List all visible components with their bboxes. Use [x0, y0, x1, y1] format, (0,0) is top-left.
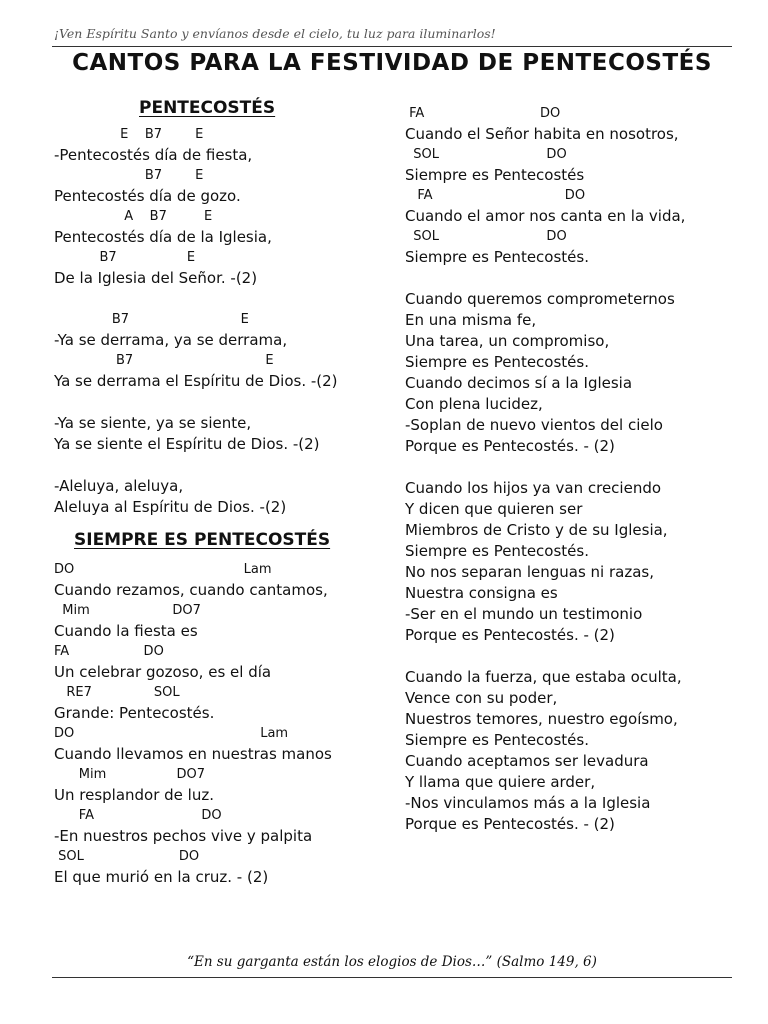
lyric-line: Siempre es Pentecostés. — [405, 248, 589, 266]
lyric-line: Siempre es Pentecostés. — [405, 542, 589, 560]
lyric-line: Ya se derrama el Espíritu de Dios. -(2) — [54, 372, 338, 390]
lyric-line: Aleluya al Espíritu de Dios. -(2) — [54, 498, 287, 516]
lyric-line: -Ya se derrama, ya se derrama, — [54, 331, 288, 349]
lyric-line: Miembros de Cristo y de su Iglesia, — [405, 521, 668, 539]
stanza-gap — [54, 392, 394, 413]
lyric-line: Siempre es Pentecostés. — [405, 353, 589, 371]
chord-line: FA DO — [405, 106, 561, 121]
lyric-line: Porque es Pentecostés. - (2) — [405, 626, 615, 644]
lyric-line: Porque es Pentecostés. - (2) — [405, 437, 615, 455]
chord-line: B7 E — [54, 312, 249, 327]
lyric-line: De la Iglesia del Señor. -(2) — [54, 269, 258, 287]
lyric-line: Pentecostés día de gozo. — [54, 187, 241, 205]
lyric-line: Cuando llevamos en nuestras manos — [54, 745, 332, 763]
chord-line: SOL DO — [405, 147, 567, 162]
lyric-line: Cuando queremos comprometernos — [405, 290, 675, 308]
song-title-siempre-es-pentecostes: SIEMPRE ES PENTECOSTÉS — [74, 530, 331, 550]
lyric-line: -Nos vinculamos más a la Iglesia — [405, 794, 651, 812]
lyric-line: Cuando el amor nos canta en la vida, — [405, 207, 686, 225]
chord-line: FA DO — [405, 188, 586, 203]
right-column — [405, 104, 735, 835]
lyric-line: -Ser en el mundo un testimonio — [405, 605, 643, 623]
left-column — [54, 95, 394, 888]
lyric-line: Y llama que quiere arder, — [405, 773, 596, 791]
lyric-line: Porque es Pentecostés. - (2) — [405, 815, 615, 833]
chord-line: DO Lam — [54, 726, 289, 741]
lyric-line: Cuando el Señor habita en nosotros, — [405, 125, 679, 143]
chord-line: SOL DO — [405, 229, 567, 244]
lyric-line: Una tarea, un compromiso, — [405, 332, 610, 350]
lyric-line: Cuando decimos sí a la Iglesia — [405, 374, 633, 392]
lyric-line: Siempre es Pentecostés. — [405, 731, 589, 749]
page-title: CANTOS PARA LA FESTIVIDAD DE PENTECOSTÉS — [72, 50, 712, 76]
lyric-line: Cuando la fuerza, que estaba oculta, — [405, 668, 682, 686]
lyric-line: Pentecostés día de la Iglesia, — [54, 228, 272, 246]
chord-line: FA DO — [54, 808, 222, 823]
stanza-gap — [54, 289, 394, 310]
lyric-line: Nuestros temores, nuestro egoísmo, — [405, 710, 678, 728]
stanza-gap — [54, 455, 394, 476]
lyric-line: Vence con su poder, — [405, 689, 558, 707]
lyric-line: Nuestra consigna es — [405, 584, 558, 602]
chord-line: A B7 E — [54, 209, 213, 224]
stanza-gap — [405, 646, 735, 667]
chord-line: E B7 E — [54, 127, 204, 142]
lyric-line: Cuando rezamos, cuando cantamos, — [54, 581, 328, 599]
chord-line: SOL DO — [54, 849, 200, 864]
lyric-line: Cuando la fiesta es — [54, 622, 198, 640]
song2-left-lines — [54, 560, 394, 888]
chord-line: FA DO — [54, 644, 164, 659]
chord-line: RE7 SOL — [54, 685, 180, 700]
song-title-pentecostes: PENTECOSTÉS — [139, 98, 276, 118]
bottom-divider — [52, 977, 732, 978]
lyric-line: -Ya se siente, ya se siente, — [54, 414, 252, 432]
chord-line: B7 E — [54, 250, 196, 265]
stanza-gap — [405, 457, 735, 478]
header-note: ¡Ven Espíritu Santo y envíanos desde el cielo, tu luz para iluminarlos! — [54, 26, 496, 41]
stanza-gap — [405, 268, 735, 289]
lyric-line: Siempre es Pentecostés — [405, 166, 585, 184]
lyric-line: En una misma fe, — [405, 311, 537, 329]
lyric-line: -Pentecostés día de fiesta, — [54, 146, 253, 164]
chord-line: Mim DO7 — [54, 767, 206, 782]
chord-line: Mim DO7 — [54, 603, 201, 618]
chord-line: B7 E — [54, 168, 204, 183]
lyric-line: Grande: Pentecostés. — [54, 704, 215, 722]
chord-line: B7 E — [54, 353, 274, 368]
chord-line: DO Lam — [54, 562, 272, 577]
lyric-line: -Aleluya, aleluya, — [54, 477, 184, 495]
lyric-line: El que murió en la cruz. - (2) — [54, 868, 269, 886]
lyric-line: Cuando los hijos ya van creciendo — [405, 479, 662, 497]
lyric-line: Con plena lucidez, — [405, 395, 543, 413]
lyric-line: No nos separan lenguas ni razas, — [405, 563, 654, 581]
lyric-line: Cuando aceptamos ser levadura — [405, 752, 649, 770]
lyric-line: -Soplan de nuevo vientos del cielo — [405, 416, 663, 434]
lyric-line: Ya se siente el Espíritu de Dios. -(2) — [54, 435, 320, 453]
song1-lines — [54, 125, 394, 518]
song2-right-lines — [405, 104, 735, 835]
footer-quote: “En su garganta están los elogios de Dios…” (Salmo 149, 6) — [187, 954, 597, 970]
top-divider — [52, 46, 732, 47]
lyric-line: Un resplandor de luz. — [54, 786, 214, 804]
lyric-line: Y dicen que quieren ser — [405, 500, 583, 518]
lyric-line: -En nuestros pechos vive y palpita — [54, 827, 313, 845]
lyric-line: Un celebrar gozoso, es el día — [54, 663, 272, 681]
